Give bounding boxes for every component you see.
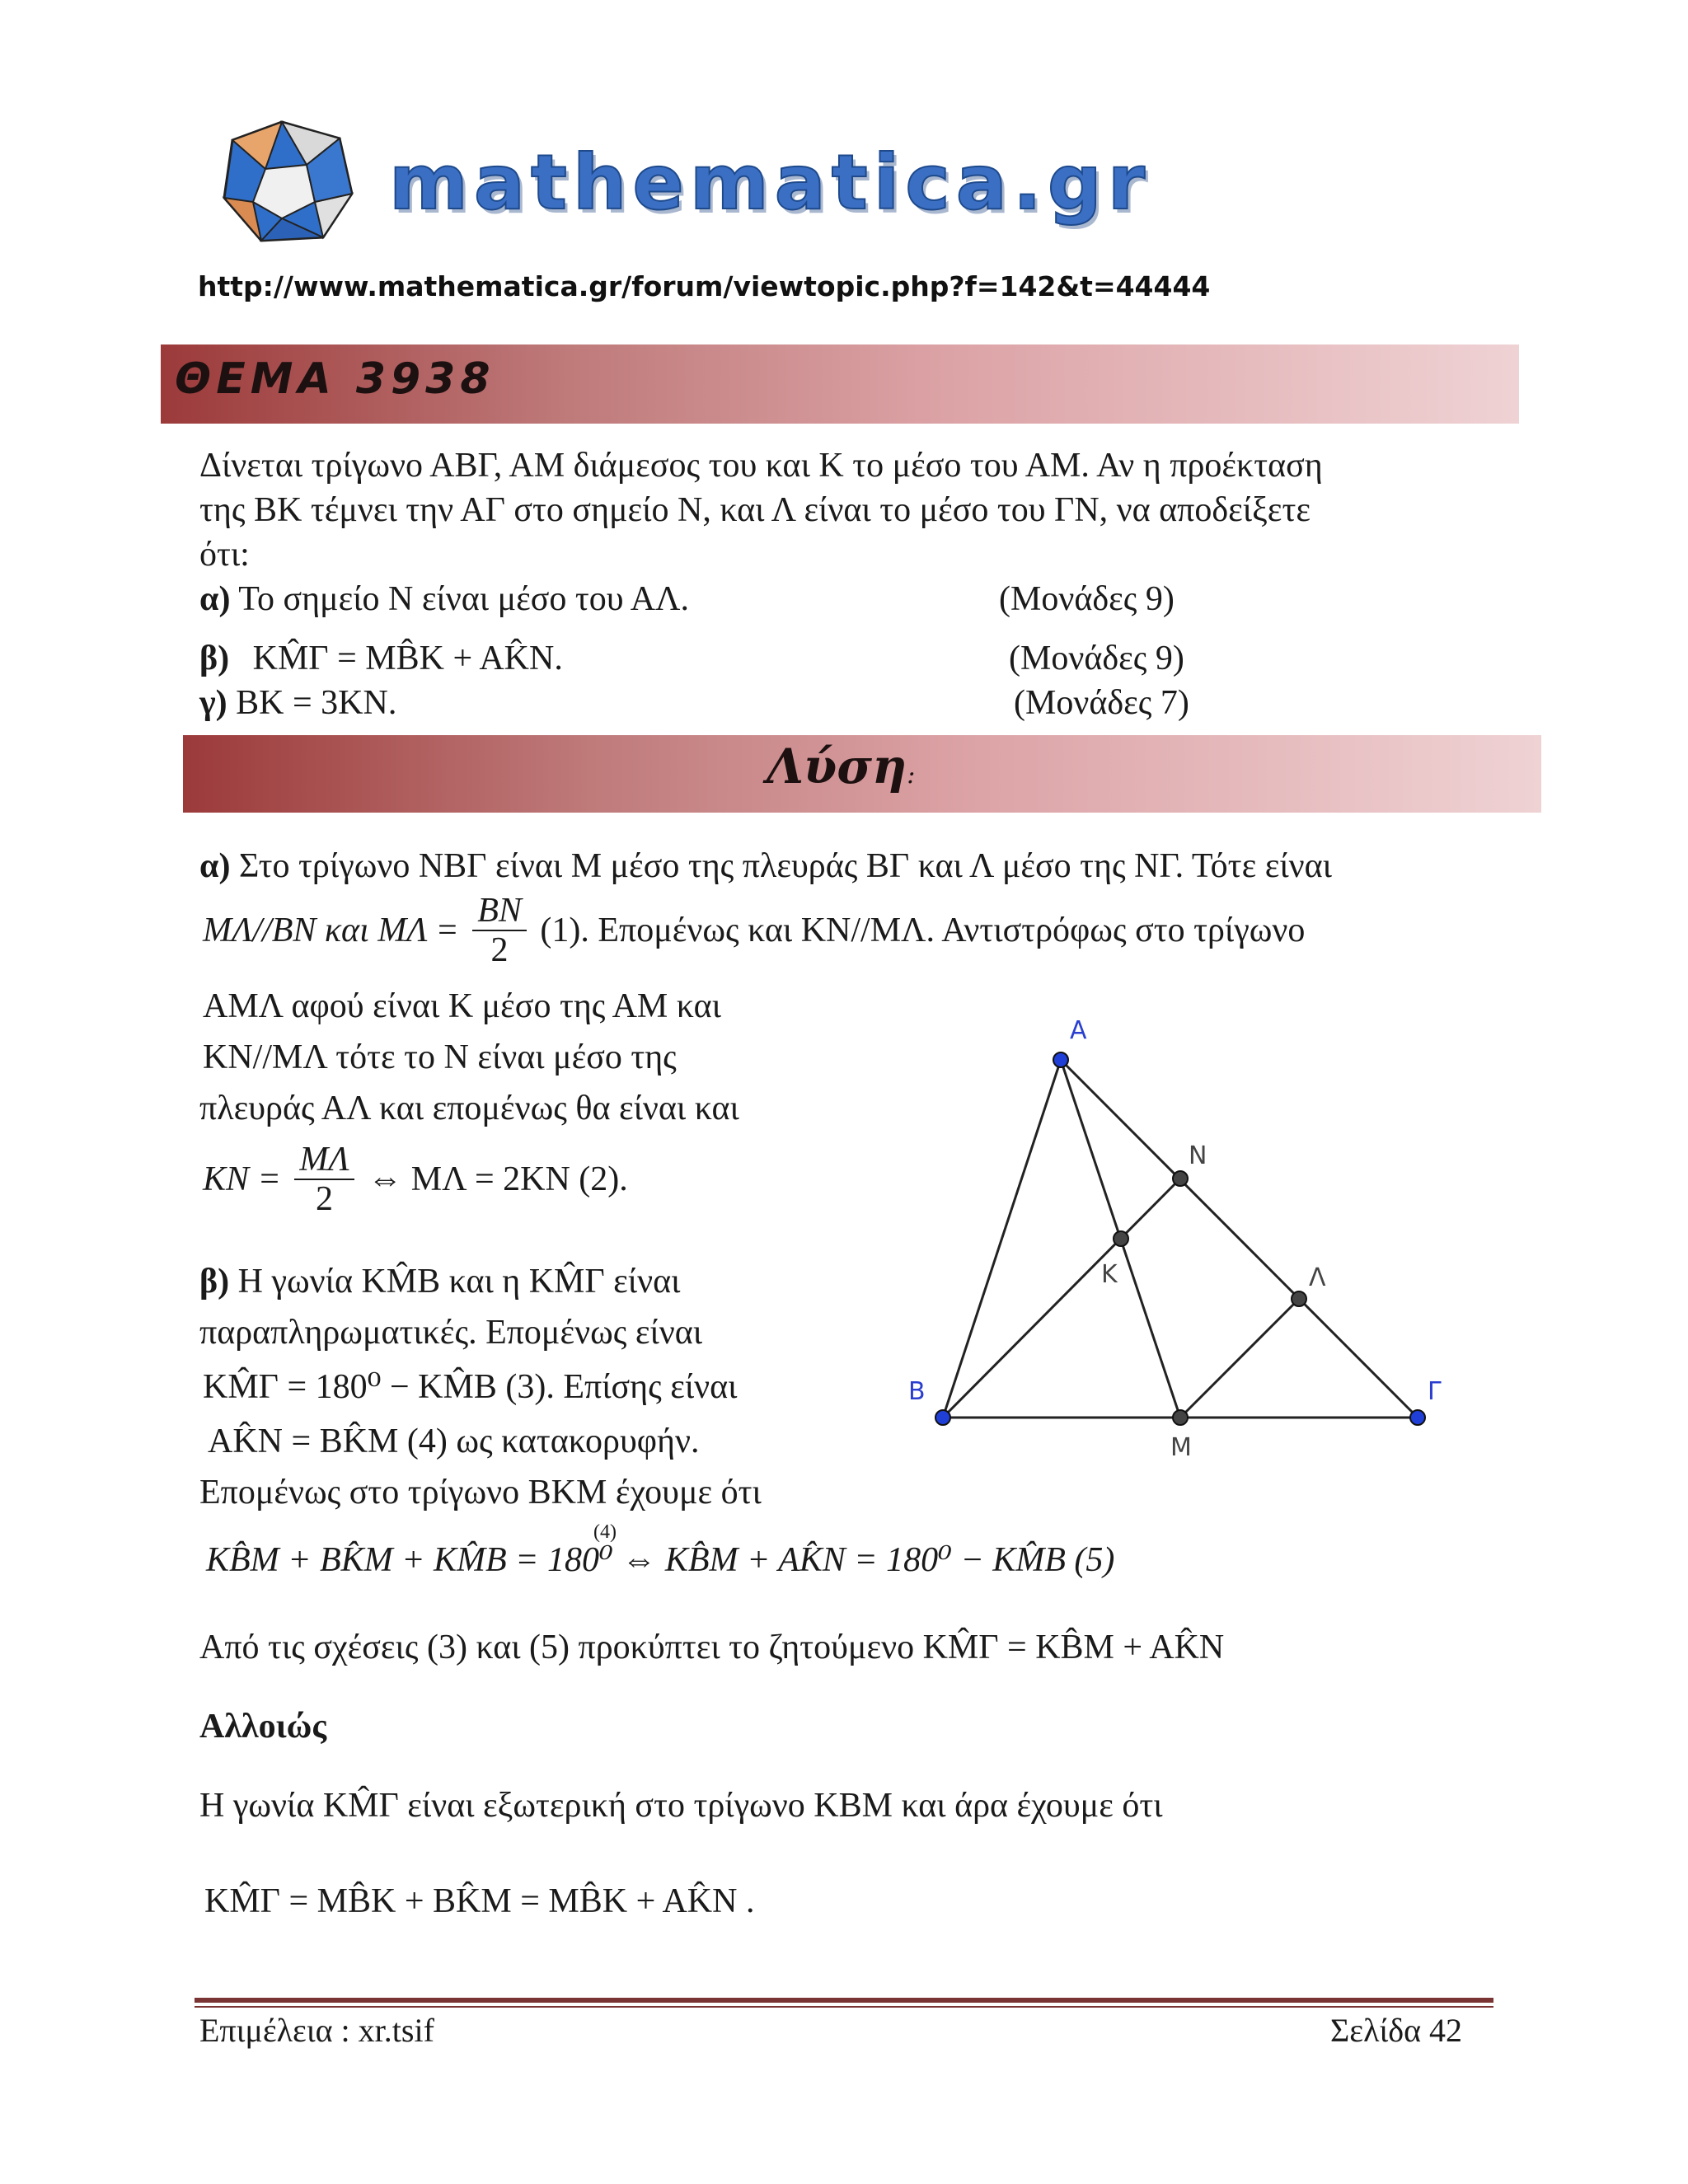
solution-a-line-4: ΚΝ//ΜΛ τότε το Ν είναι μέσο της <box>203 1038 677 1076</box>
solution-title-colon: : <box>907 761 916 790</box>
fraction-bn-over-2 <box>472 892 527 969</box>
figure-labels <box>908 1016 1442 1462</box>
figure-segments <box>943 1060 1418 1418</box>
solution-a-line-1-text: Στο τρίγωνο ΝΒΓ είναι Μ μέσο της πλευράς ΒΓ και Λ μέσο της ΝΓ. Τότε είναι <box>238 847 1332 885</box>
part-a-label: α) <box>199 580 231 618</box>
solution-a-line-5: πλευράς ΑΛ και επομένως θα είναι και <box>199 1090 739 1127</box>
point-k <box>1114 1231 1128 1246</box>
point-g <box>1410 1410 1425 1425</box>
statement-line-3: ότι: <box>199 536 250 574</box>
label-k: K <box>1101 1260 1118 1289</box>
solution-b-line-1-text: Η γωνία ΚM̂Β και η ΚM̂Γ είναι <box>237 1263 681 1301</box>
segment-ab <box>943 1060 1061 1418</box>
solution-conclusion: Από τις σχέσεις (3) και (5) προκύπτει το ζητούμενο KM̂Γ = KB̂M + AK̂N <box>199 1629 1225 1666</box>
label-b: B <box>908 1377 926 1406</box>
solution-b-line-1 <box>199 1259 680 1304</box>
topic-title: ΘΕΜΑ 3938 <box>175 354 495 404</box>
label-l: Λ <box>1309 1263 1326 1292</box>
part-b <box>199 636 563 681</box>
solution-a-line-6-post: ⇔ ΜΛ = 2ΚΝ (2). <box>368 1160 628 1198</box>
statement-line-1: Δίνεται τρίγωνο ΑΒΓ, ΑΜ διάμεσος του και Κ το μέσο του ΑΜ. Αν η προέκταση <box>199 447 1323 485</box>
footer-page-number: Σελίδα 42 <box>1330 2012 1463 2049</box>
footer-author: Επιμέλεια : xr.tsif <box>199 2012 434 2049</box>
label-a: A <box>1070 1016 1087 1045</box>
figure-points <box>935 1052 1425 1425</box>
point-m <box>1173 1410 1188 1425</box>
solution-a-line-6-pre: ΚΝ = <box>203 1160 281 1198</box>
triangle-figure <box>890 1014 1484 1475</box>
solution-b-line-5: Επομένως στο τρίγωνο ΒΚΜ έχουμε ότι <box>199 1474 762 1511</box>
footer-rule-thin <box>195 2006 1493 2008</box>
solution-a-label: α) <box>199 847 231 885</box>
part-c-points: (Μονάδες 7) <box>1014 684 1189 722</box>
solution-a-line-2 <box>203 892 1305 969</box>
label-m: M <box>1170 1433 1192 1462</box>
part-b-label: β) <box>199 640 230 677</box>
solution-title <box>767 738 915 794</box>
point-b <box>935 1410 950 1425</box>
source-url[interactable]: http://www.mathematica.gr/forum/viewtopic.php?f=142&t=44444 <box>198 270 1211 302</box>
fraction-denominator: 2 <box>316 1180 334 1218</box>
statement-line-2: της ΒΚ τέμνει την ΑΓ στο σημείο Ν, και Λ είναι το μέσο του ΓΝ, να αποδείξετε <box>199 491 1311 529</box>
solution-a-line-1 <box>199 844 1332 888</box>
logo-text: mathematica.gr <box>389 138 1151 227</box>
part-a <box>199 577 689 621</box>
polyhedron-logo-icon <box>216 115 360 247</box>
part-a-text: Το σημείο Ν είναι μέσο του ΑΛ. <box>238 580 690 618</box>
solution-b-line-3: ΚM̂Γ = 180⁰ − ΚM̂Β (3). Επίσης είναι <box>203 1368 738 1406</box>
segment-ml <box>1180 1299 1299 1418</box>
solution-b-label: β) <box>199 1263 230 1301</box>
point-a <box>1053 1052 1068 1067</box>
part-c <box>199 681 396 725</box>
alternative-title: Αλλοιώς <box>199 1708 327 1746</box>
label-n: N <box>1189 1141 1207 1170</box>
part-c-text: BK = 3KN. <box>236 684 397 722</box>
solution-a-line-3: ΑΜΛ αφού είναι Κ μέσο της ΑΜ και <box>203 987 721 1025</box>
footer-rule-thick <box>195 1998 1493 2003</box>
equation-5: KB̂M + BK̂M + KM̂B = 180⁰ ⇔ KB̂M + AK̂N = 180⁰ − KM̂B (5) <box>206 1541 1115 1579</box>
solution-a-line-6 <box>203 1141 628 1218</box>
logo <box>216 115 360 247</box>
equation-5-marker: (4) <box>593 1521 617 1543</box>
point-l <box>1292 1291 1306 1306</box>
solution-a-line-2-pre: ΜΛ//ΒΝ και ΜΛ = <box>203 912 459 949</box>
fraction-denominator: 2 <box>490 931 509 969</box>
alternative-line-1: Η γωνία ΚM̂Γ είναι εξωτερική στο τρίγωνο ΚΒΜ και άρα έχουμε ότι <box>199 1787 1163 1825</box>
fraction-ml-over-2 <box>294 1141 354 1218</box>
solution-a-line-2-post: (1). Επομένως και ΚΝ//ΜΛ. Αντιστρόφως στο τρίγωνο <box>540 912 1306 949</box>
part-c-label: γ) <box>199 684 227 722</box>
solution-b-line-4: ΑK̂Ν = ΒK̂Μ (4) ως κατακορυφήν. <box>208 1422 700 1460</box>
part-a-points: (Μονάδες 9) <box>999 580 1175 618</box>
alternative-line-2: ΚM̂Γ = MB̂K + BK̂M = MB̂K + AK̂N . <box>204 1882 755 1920</box>
fraction-numerator: ΜΛ <box>294 1141 354 1180</box>
point-n <box>1173 1171 1188 1186</box>
solution-b-line-2: παραπληρωματικές. Επομένως είναι <box>199 1314 703 1352</box>
solution-title-text: Λύση <box>767 738 907 794</box>
segment-bn <box>943 1179 1180 1418</box>
fraction-numerator: BN <box>472 892 527 931</box>
label-g: Γ <box>1428 1377 1442 1406</box>
part-b-points: (Μονάδες 9) <box>1009 640 1184 677</box>
part-b-text: ΚM̂Γ = MB̂K + AK̂N. <box>252 640 563 677</box>
